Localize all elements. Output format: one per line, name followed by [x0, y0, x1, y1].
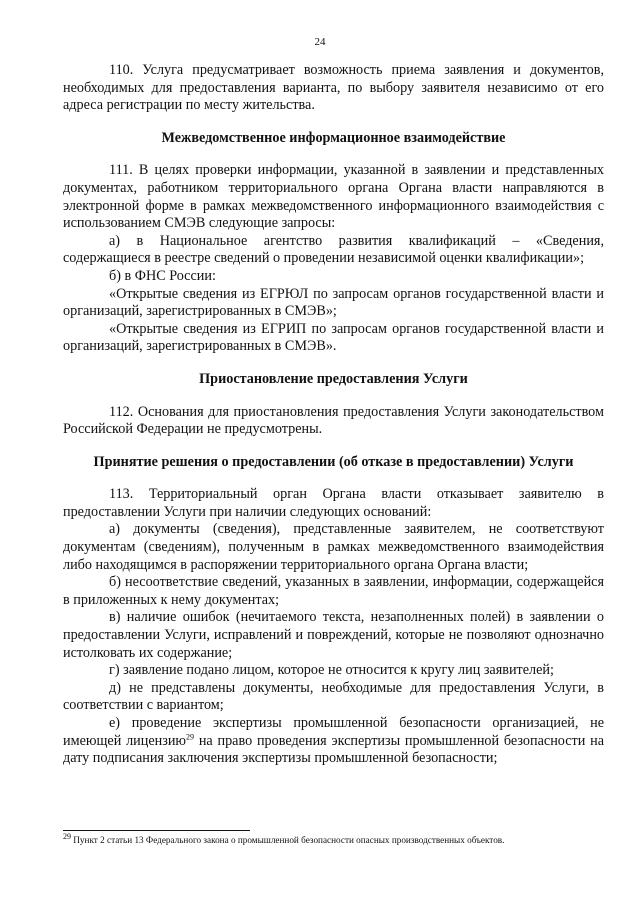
- paragraph-111: 111. В целях проверки информации, указанной в заявлении и представленных документах, работником территориального органа Органа власти направляются в электронной форме в рамках межведомственного информационного взаимодействия с использованием СМЭВ следующие запросы:: [63, 162, 604, 232]
- paragraph-113-e-end: на право проведения экспертизы промышленной безопасности на дату подписания заключения экспертизы промышленной безопасности;: [63, 732, 605, 767]
- heading-suspension: Приостановление предоставления Услуги: [199, 370, 468, 387]
- paragraph-112: 112. Основания для приостановления предоставления Услуги законодательством Российской Федерации не предусмотрены.: [63, 403, 604, 438]
- paragraph-113-e: [63, 715, 604, 768]
- footnote: [63, 831, 604, 846]
- heading-decision: Принятие решения о предоставлении (об отказе в предоставлении) Услуги: [93, 453, 574, 470]
- footnote-reference[interactable]: 29: [186, 731, 195, 741]
- paragraph-113-a: а) документы (сведения), представленные заявителем, не соответствуют документам (сведениям), полученным в рамках межведомственного взаимодействия либо находящимся в распоряжении территориального органа Органа власти;: [63, 521, 604, 573]
- paragraph-113-v: в) наличие ошибок (нечитаемого текста, незаполненных полей) в заявлении о предоставлении Услуги, исправлений и повреждений, которые не позволяют однозначно истолковать их содержание;: [63, 609, 604, 661]
- footnote-marker: 29: [63, 831, 71, 841]
- paragraph-113-d: д) не представлены документы, необходимые для предоставления Услуги, в соответствии с вариантом;: [63, 679, 604, 714]
- paragraph-110: 110. Услуга предусматривает возможность приема заявления и документов, необходимых для предоставления варианта, по выбору заявителя независимо от его адреса регистрации по месту жительства.: [63, 62, 604, 114]
- paragraph-113-b: б) несоответствие сведений, указанных в заявлении, информации, содержащейся в приложенных к нему документах;: [63, 574, 604, 608]
- paragraph-111-b: б) в ФНС России:: [109, 267, 216, 284]
- paragraph-111-b-egrul: «Открытые сведения из ЕГРЮЛ по запросам органов государственной власти и организаций, зарегистрированных в СМЭВ»;: [63, 285, 604, 320]
- paragraph-113-e-start: е) проведение экспертизы промышленной безопасности организацией, не имеющей лицензию: [63, 715, 604, 749]
- footnote-text: Пункт 2 статьи 13 Федерального закона о промышленной безопасности опасных производственных объектов.: [71, 835, 505, 845]
- heading-interagency-interaction: Межведомственное информационное взаимодействие: [161, 129, 506, 146]
- paragraph-111-a: а) в Национальное агентство развития квалификаций – «Сведения, содержащиеся в реестре сведений о проведении независимой оценки квалификации»;: [63, 232, 604, 267]
- document-body: [63, 62, 604, 768]
- paragraph-113: 113. Территориальный орган Органа власти отказывает заявителю в предоставлении Услуги при наличии следующих оснований:: [63, 486, 604, 520]
- paragraph-111-b-egrip: «Открытые сведения из ЕГРИП по запросам органов государственной власти и организаций, зарегистрированных в СМЭВ».: [63, 320, 604, 355]
- paragraph-113-g: г) заявление подано лицом, которое не относится к кругу лиц заявителей;: [109, 662, 554, 679]
- footnote-separator: [63, 830, 250, 831]
- page-number: 24: [314, 36, 326, 48]
